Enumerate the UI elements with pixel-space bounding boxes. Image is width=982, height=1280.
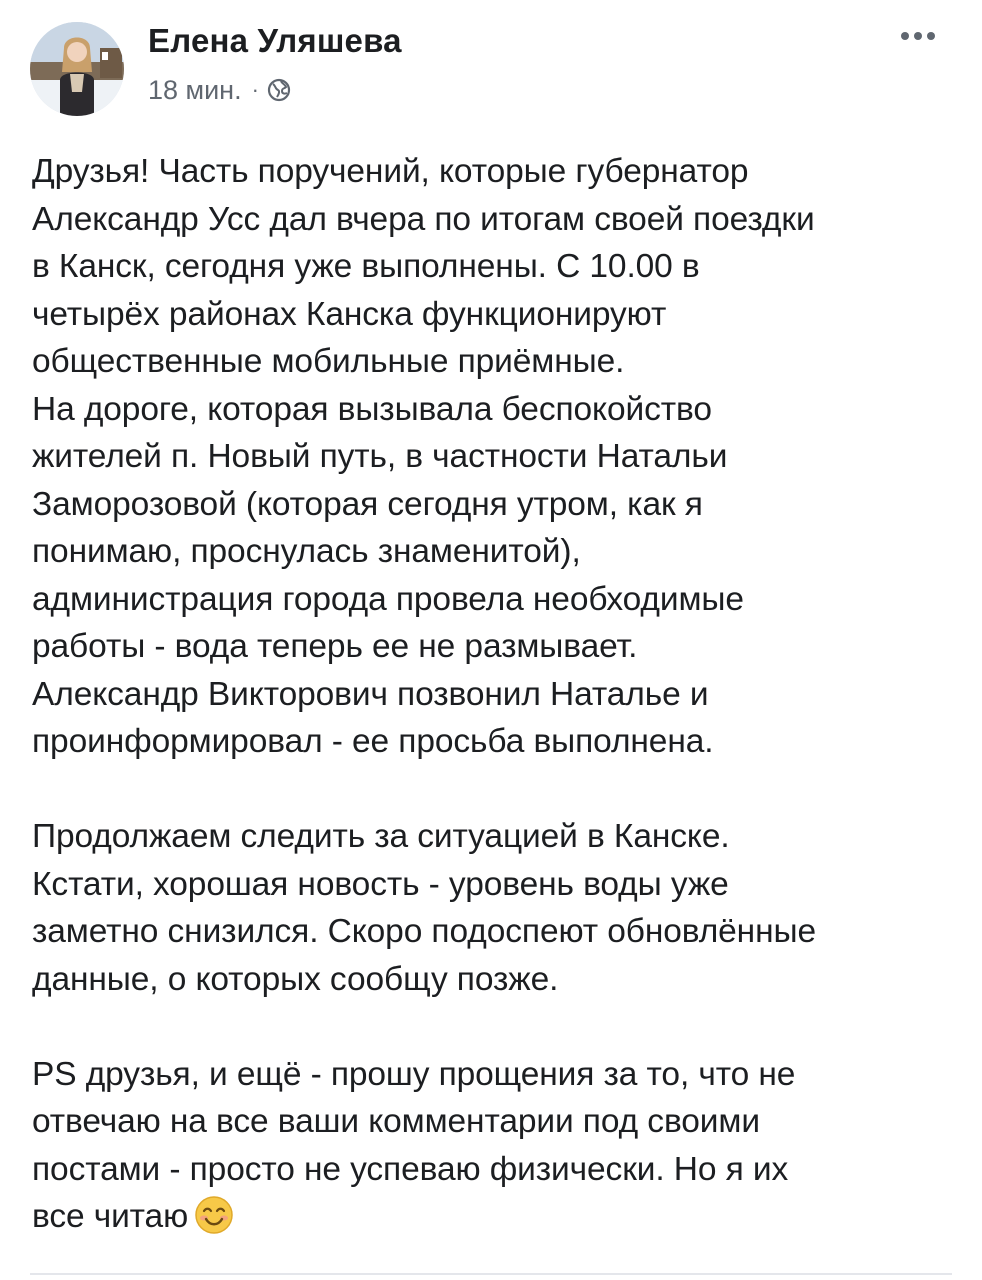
author-avatar[interactable] bbox=[30, 22, 124, 116]
post-time[interactable]: 18 мин. bbox=[148, 74, 242, 105]
globe-icon[interactable] bbox=[267, 78, 291, 102]
post-line: отвечаю на все ваши комментарии под своими bbox=[32, 1103, 760, 1140]
post-line: На дороге, которая вызывала беспокойство bbox=[32, 390, 712, 428]
post-line: Александр Усс дал вчера по итогам своей поездки bbox=[32, 200, 815, 238]
post-line: проинформировал - ее просьба выполнена. bbox=[32, 723, 714, 760]
post-line: Продолжаем следить за ситуацией в Канске. bbox=[32, 818, 730, 855]
post-line: Друзья! Часть поручений, которые губернатор bbox=[32, 153, 749, 190]
post-line: данные, о которых сообщу позже. bbox=[32, 960, 559, 998]
post-line: PS друзья, и ещё - прошу прощения за то, что не bbox=[32, 1055, 796, 1093]
post-line: Кстати, хорошая новость - уровень воды уже bbox=[32, 865, 729, 903]
post-line: в Канск, сегодня уже выполнены. С 10.00 в bbox=[32, 248, 700, 285]
author-name[interactable]: Елена Уляшева bbox=[148, 22, 402, 59]
post-line: Заморозовой (которая сегодня утром, как я bbox=[32, 485, 703, 523]
post-line: четырёх районах Канска функционируют bbox=[32, 295, 667, 333]
post-line: Александр Викторович позвонил Наталье и bbox=[32, 675, 709, 713]
post-line: постами - просто не успеваю физически. Но я их bbox=[32, 1150, 789, 1188]
more-dots-icon[interactable] bbox=[898, 26, 938, 46]
post-divider bbox=[30, 1273, 952, 1275]
post-line: заметно снизился. Скоро подоспеют обновлённые bbox=[32, 913, 816, 950]
meta-separator: · bbox=[251, 77, 259, 102]
post-last-line bbox=[32, 1193, 962, 1241]
post-line: работы - вода теперь ее не размывает. bbox=[32, 628, 638, 665]
avatar-photo bbox=[30, 22, 124, 116]
post-header bbox=[30, 22, 952, 118]
post-line: все читаю bbox=[32, 1198, 189, 1235]
smiling-face-emoji bbox=[194, 1195, 234, 1235]
paragraph-gap bbox=[32, 1003, 962, 1051]
post-line: понимаю, проснулась знаменитой), bbox=[32, 533, 581, 570]
post-text bbox=[32, 148, 962, 1241]
paragraph-gap bbox=[32, 766, 962, 814]
post-line: жителей п. Новый путь, в частности Натальи bbox=[32, 438, 728, 475]
post-line: общественные мобильные приёмные. bbox=[32, 343, 625, 380]
post-meta bbox=[148, 74, 291, 106]
post-line: администрация города провела необходимые bbox=[32, 580, 744, 618]
